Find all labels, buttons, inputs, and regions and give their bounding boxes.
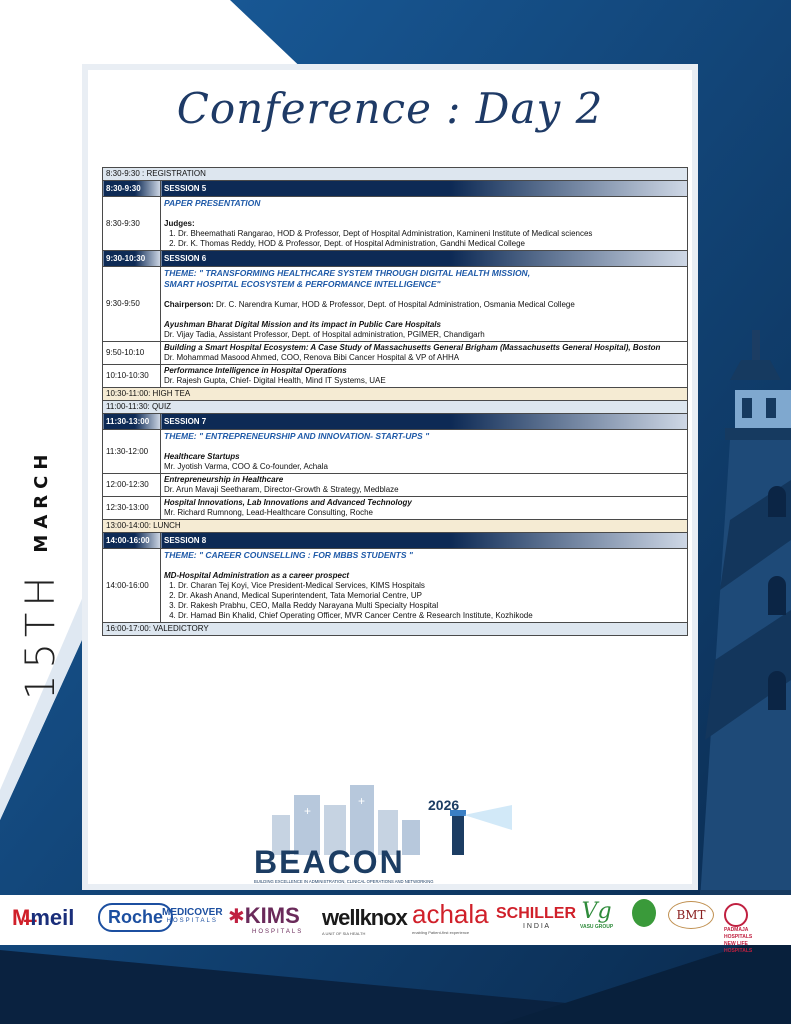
talk-speaker: Dr. Vijay Tadia, Assistant Professor, Dept. of Hospital administration, PGIMER, Chandigarh [164,330,485,339]
session-6-row-1: 9:30-9:50 THEME: " TRANSFORMING HEALTHCARE SYSTEM THROUGH DIGITAL HEALTH MISSION, SMART HOSPITAL ECOSYSTEM & PERFORMANCE INTELLIGENCE" Chairperson: Dr. C. Narendra Kumar, HOD & Professor, Dept. of Hospital Administration, Osmania Medical College Ayushman Bharat Digital Mission and its impact in Public Care Hospitals Dr. Vijay Tadia, Assistant Professor, Dept. of Hospital administration, PGIMER, Chandigarh [103,267,688,342]
beacon-logo [252,775,532,885]
sponsor-roche: Roche [98,903,173,932]
date-day: 15TH [18,570,64,700]
session-5-header: 8:30-9:30 SESSION 5 [103,181,688,197]
session-7-row-3: 12:30-13:00 Hospital Innovations, Lab Innovations and Advanced Technology Mr. Richard Rumnong, Lead-Healthcare Consulting, Roche [103,497,688,520]
schedule-table [102,167,688,636]
talk-speaker: Dr. Arun Mavaji Seetharam, Director-Growth & Strategy, Medblaze [164,485,399,494]
registration-row: 8:30-9:30 : REGISTRATION [103,168,688,181]
lunch-row: 13:00-14:00: LUNCH [103,520,688,533]
sponsor-vasu: Vg VASU GROUP [580,899,614,930]
beacon-tagline: BUILDING EXCELLENCE IN ADMINISTRATION, CLINICAL OPERATIONS AND NETWORKING [254,879,434,884]
valedictory-row: 16:00-17:00: VALEDICTORY [103,623,688,636]
talk-title: Ayushman Bharat Digital Mission and its impact in Public Care Hospitals [164,320,441,329]
session-7-theme: THEME: " ENTREPRENEURSHIP AND INNOVATION- START-UPS " [164,431,430,441]
meil-logo-icon: M̶ [12,905,31,930]
sponsor-wellknox: wellknox A UNIT OF SIA HEALTH [322,905,407,936]
high-tea-row: 10:30-11:00: HIGH TEA [103,388,688,401]
talk-title: Hospital Innovations, Lab Innovations and Advanced Technology [164,498,412,507]
sponsor-bmt: BMT [668,901,714,929]
session-7-row-1: 11:30-12:00 THEME: " ENTREPRENEURSHIP AND INNOVATION- START-UPS " Healthcare Startups Mr. Jyotish Varma, COO & Co-founder, Achala [103,430,688,474]
talk-title: Building a Smart Hospital Ecosystem: A Case Study of Massachusetts General Brigham (Massachusetts General Hospital), Boston [164,343,661,352]
beacon-year: 2026 [428,797,460,813]
judge-item: 2. Dr. K. Thomas Reddy, HOD & Professor, Dept. of Hospital Administration, Gandhi Medical College [178,239,684,249]
kims-logo-icon: ✱ [228,906,245,928]
session-7-row-2: 12:00-12:30 Entrepreneurship in Healthcare Dr. Arun Mavaji Seetharam, Director-Growth & Strategy, Medblaze [103,474,688,497]
session-6-row-3: 10:10-10:30 Performance Intelligence in Hospital Operations Dr. Rajesh Gupta, Chief- Digital Health, Mind IT Systems, UAE [103,365,688,388]
page-title: Conference : Day 2 [176,84,604,133]
talk-title: MD-Hospital Administration as a career prospect [164,571,350,580]
talk-speaker: Dr. Mohammad Masood Ahmed, COO, Renova Bibi Cancer Hospital & VP of AHHA [164,353,460,362]
beacon-skyline-icon [252,775,532,885]
talk-title: Performance Intelligence in Hospital Operations [164,366,347,375]
session-8-theme: THEME: " CAREER COUNSELLING : FOR MBBS STUDENTS " [164,550,413,560]
sponsor-achala: achala enabling Patient-first experience [412,899,489,935]
talk-speaker: Mr. Richard Rumnong, Lead-Healthcare Consulting, Roche [164,508,373,517]
date-month: MARCH [30,448,52,553]
session-5-row: 8:30-9:30 PAPER PRESENTATION Judges: 1. Dr. Bheemathati Rangarao, HOD & Professor, Dept of Hospital Administration, Kamineni Institute of Medical sciences 2. Dr. K. Thomas Reddy, HOD & Professor, Dept. of Hospital Administration, Gandhi Medical College [103,197,688,251]
session-6-header: 9:30-10:30 SESSION 6 [103,251,688,267]
session-7-header: 11:30-13:00 SESSION 7 [103,414,688,430]
sponsor-padmaja: PADMAJA HOSPITALS NEW LIFE HOSPITALS [724,903,791,955]
chairperson: Chairperson: Dr. C. Narendra Kumar, HOD & Professor, Dept. of Hospital Administration, Osmania Medical College [164,300,575,309]
session-5-theme: PAPER PRESENTATION [164,198,261,208]
sponsor-schiller: SCHILLER I N D I A [496,905,576,930]
apple-logo-icon [632,899,656,927]
speakers-list [164,581,684,621]
talk-title: Healthcare Startups [164,452,240,461]
session-8-header: 14:00-16:00 SESSION 8 [103,533,688,549]
sponsors-strip [0,895,791,954]
session-8-row: 14:00-16:00 THEME: " CAREER COUNSELLING : FOR MBBS STUDENTS " MD-Hospital Administration as a career prospect 1. Dr. Charan Tej Koyi, Vice President-Medical Services, KIMS Hospitals 2. Dr. Akash Anand, Medical Superintendent, Tata Memorial Centre, UP 3. Dr. Rakesh Prabhu, CEO, Malla Reddy Narayana Multi Specialty Hospital 4. Dr. Hamad Bin Khalid, Chief Operating Officer, MVR Cancer Centre & Research Institute, Kozhikode [103,549,688,623]
speaker-item: 2. Dr. Akash Anand, Medical Superintendent, Tata Memorial Centre, UP [178,591,684,601]
sponsor-meil: M̶meil [12,905,75,930]
speaker-item: 1. Dr. Charan Tej Koyi, Vice President-Medical Services, KIMS Hospitals [178,581,684,591]
svg-text:+: + [358,794,366,808]
session-6-theme-line-2: SMART HOSPITAL ECOSYSTEM & PERFORMANCE INTELLIGENCE" [164,279,441,289]
session-6-row-2: 9:50-10:10 Building a Smart Hospital Ecosystem: A Case Study of Massachusetts General Brigham (Massachusetts General Hospital), Boston Dr. Mohammad Masood Ahmed, COO, Renova Bibi Cancer Hospital & VP of AHHA [103,342,688,365]
svg-text:+: + [304,804,312,818]
sponsor-kims: ✱KIMS HOSPITALS [228,903,304,935]
judges-list [164,229,684,249]
talk-speaker: Dr. Rajesh Gupta, Chief- Digital Health, Mind IT Systems, UAE [164,376,386,385]
speaker-item: 4. Dr. Hamad Bin Khalid, Chief Operating Officer, MVR Cancer Centre & Research Institute, Kozhikode [178,611,684,621]
date-label [18,320,78,700]
judges-label: Judges: [164,219,195,228]
speaker-item: 3. Dr. Rakesh Prabhu, CEO, Malla Reddy Narayana Multi Specialty Hospital [178,601,684,611]
padmaja-logo-icon [724,903,748,927]
talk-speaker: Mr. Jyotish Varma, COO & Co-founder, Achala [164,462,328,471]
judge-item: 1. Dr. Bheemathati Rangarao, HOD & Professor, Dept of Hospital Administration, Kamineni Institute of Medical sciences [178,229,684,239]
sponsor-medicover: MEDICOVER HOSPITALS [162,907,223,924]
session-6-theme-line-1: THEME: " TRANSFORMING HEALTHCARE SYSTEM THROUGH DIGITAL HEALTH MISSION, [164,268,531,278]
talk-title: Entrepreneurship in Healthcare [164,475,284,484]
beacon-name: BEACON [254,844,405,880]
quiz-row: 11:00-11:30: QUIZ [103,401,688,414]
